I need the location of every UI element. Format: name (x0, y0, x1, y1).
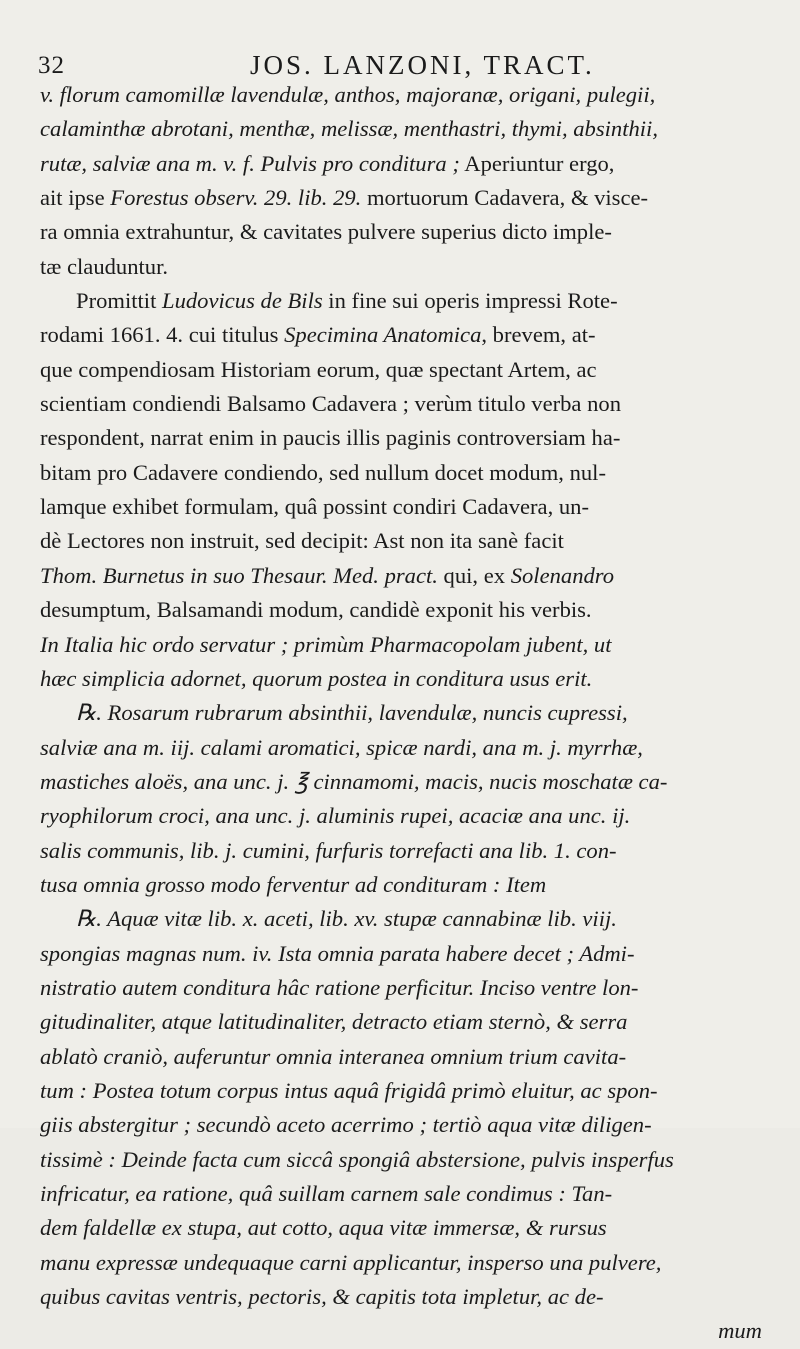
roman-text: scientiam condiendi Balsamo Cadavera ; verùm titulo verba non (40, 391, 621, 417)
italic-text: ℞. Rosarum rubrarum absinthii, lavendulæ, nuncis cupressi, (76, 700, 628, 726)
roman-text: respondent, narrat enim in paucis illis paginis controversiam ha- (40, 425, 621, 451)
italic-text: Forestus observ. 29. lib. 29. (110, 185, 362, 211)
italic-text: Solenandro (510, 562, 615, 588)
text-line (40, 353, 762, 387)
italic-text: dem faldellæ ex stupa, aut cotto, aqua vitæ immersæ, & rursus (40, 1215, 607, 1241)
text-line (40, 696, 762, 730)
italic-text: rutæ, salviæ ana m. v. f. Pulvis pro conditura ; (40, 150, 460, 176)
roman-text: lamque exhibet formulam, quâ possint condiri Cadavera, un- (40, 494, 590, 520)
page-number: 32 (38, 52, 65, 79)
italic-text: spongias magnas num. iv. Ista omnia parata habere decet ; Admi- (40, 940, 635, 966)
text-line (40, 215, 762, 249)
italic-text: nistratio autem conditura hâc ratione perficitur. Inciso ventre lon- (40, 974, 639, 1000)
roman-text: Promittit (76, 288, 162, 314)
text-line (40, 456, 762, 490)
italic-text: calaminthæ abrotani, menthæ, melissæ, menthastri, thymi, absinthii, (40, 116, 658, 142)
text-line (40, 524, 762, 558)
roman-text: tæ clauduntur. (40, 253, 169, 279)
roman-text: ra omnia extrahuntur, & cavitates pulvere superius dicto imple- (40, 219, 612, 245)
text-line (40, 112, 762, 146)
text-line (40, 1280, 762, 1314)
text-line (40, 387, 762, 421)
italic-text: tum : Postea totum corpus intus aquâ frigidâ primò eluitur, ac spon- (40, 1077, 658, 1103)
text-line (40, 1143, 762, 1177)
italic-text: tusa omnia grosso modo ferventur ad condituram : Item (40, 871, 547, 897)
italic-text: Ludovicus de Bils (162, 288, 323, 314)
italic-text: salis communis, lib. j. cumini, furfuris torrefacti ana lib. 1. con- (40, 837, 617, 863)
italic-text: Thom. Burnetus in suo Thesaur. Med. pract. (40, 562, 438, 588)
text-body (40, 78, 762, 1349)
text-line (40, 78, 762, 112)
text-line (40, 1211, 762, 1245)
text-line (40, 971, 762, 1005)
italic-text: mastiches aloës, ana unc. j. ℥ cinnamomi, macis, nucis moschatæ ca- (40, 768, 668, 794)
text-line (40, 284, 762, 318)
text-line (40, 318, 762, 352)
italic-text: ablatò craniò, auferuntur omnia interanea omnium trium cavita- (40, 1043, 627, 1069)
italic-text: ℞. Aquæ vitæ lib. x. aceti, lib. xv. stupæ cannabinæ lib. viij. (76, 906, 617, 932)
text-line (40, 181, 762, 215)
text-line (40, 250, 762, 284)
italic-text: v. florum camomillæ lavendulæ, anthos, majoranæ, origani, pulegii, (40, 82, 656, 107)
text-line (40, 662, 762, 696)
text-line (40, 902, 762, 936)
roman-text: bitam pro Cadavere condiendo, sed nullum docet modum, nul- (40, 459, 606, 485)
text-line (40, 1005, 762, 1039)
italic-text: mum (718, 1318, 762, 1344)
roman-text: qui, ex (437, 562, 511, 588)
text-line (40, 937, 762, 971)
text-line (40, 1074, 762, 1108)
text-line (40, 147, 762, 181)
text-line (40, 731, 762, 765)
running-title: JOS. LANZONI, TRACT. (250, 50, 595, 80)
roman-text: rodami 1661. 4. cui titulus (40, 322, 285, 348)
text-line (40, 834, 762, 868)
roman-text: desumptum, Balsamandi modum, candidè exponit his verbis. (40, 597, 592, 623)
text-line (40, 490, 762, 524)
text-line (40, 765, 762, 799)
text-line (40, 1108, 762, 1142)
text-line (40, 1177, 762, 1211)
text-line (40, 559, 762, 593)
roman-text: , brevem, at- (481, 322, 596, 348)
text-line (40, 1246, 762, 1280)
text-line (40, 421, 762, 455)
roman-text: dè Lectores non instruit, sed decipit: Ast non ita sanè facit (40, 528, 564, 554)
italic-text: quibus cavitas ventris, pectoris, & capitis tota impletur, ac de- (40, 1284, 604, 1310)
text-line (40, 1040, 762, 1074)
text-line (40, 628, 762, 662)
roman-text: que compendiosam Historiam eorum, quæ spectant Artem, ac (40, 356, 597, 382)
italic-text: In Italia hic ordo servatur ; primùm Pharmacopolam jubent, ut (40, 631, 612, 657)
italic-text: ryophilorum croci, ana unc. j. aluminis rupei, acaciæ ana unc. ij. (40, 803, 631, 829)
roman-text: in fine sui operis impressi Rote- (322, 288, 618, 314)
italic-text: infricatur, ea ratione, quâ suillam carnem sale condimus : Tan- (40, 1181, 613, 1206)
italic-text: salviæ ana m. iij. calami aromatici, spicæ nardi, ana m. j. myrrhæ, (40, 734, 643, 760)
italic-text: giis abstergitur ; secundò aceto acerrimo ; tertiò aqua vitæ diligen- (40, 1112, 652, 1138)
text-line (40, 1314, 762, 1348)
italic-text: gitudinaliter, atque latitudinaliter, detracto etiam sternò, & serra (40, 1009, 628, 1035)
roman-text: mortuorum Cadavera, & visce- (361, 185, 649, 211)
roman-text: Aperiuntur ergo, (459, 150, 615, 176)
roman-text: ait ipse (40, 185, 111, 211)
italic-text: manu expressæ undequaque carni applicantur, insperso una pulvere, (40, 1249, 662, 1275)
italic-text: tissimè : Deinde facta cum siccâ spongiâ abstersione, pulvis insperfus (40, 1146, 674, 1172)
italic-text: Specimina Anatomica (284, 322, 482, 348)
text-line (40, 799, 762, 833)
text-line (40, 593, 762, 627)
text-line (40, 868, 762, 902)
italic-text: hæc simplicia adornet, quorum postea in conditura usus erit. (40, 665, 593, 691)
